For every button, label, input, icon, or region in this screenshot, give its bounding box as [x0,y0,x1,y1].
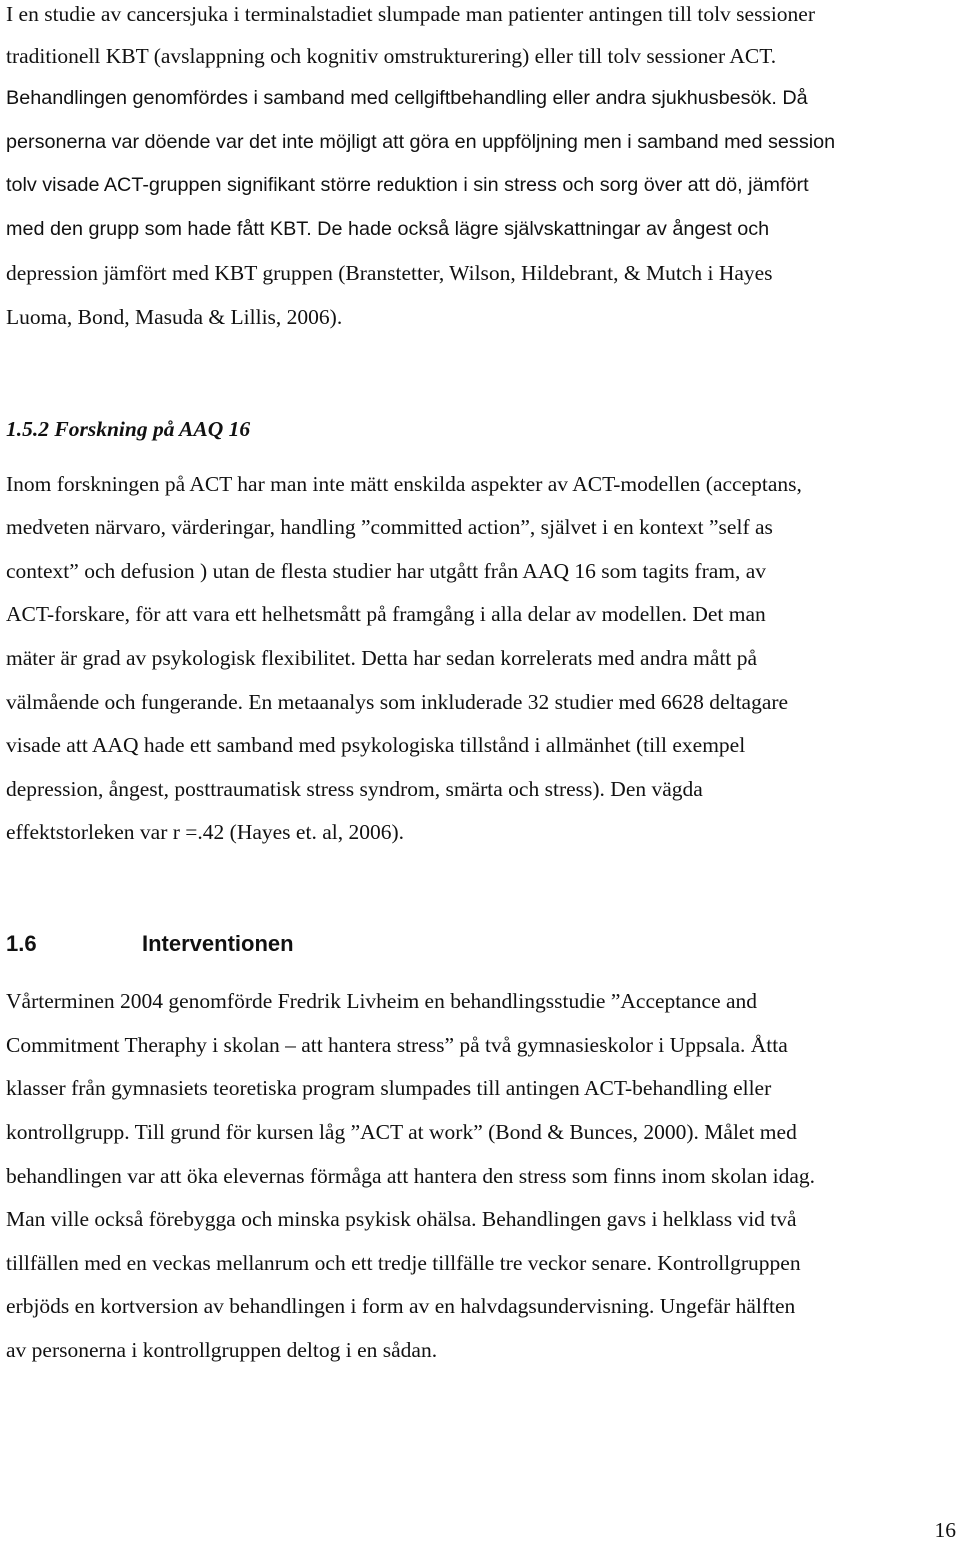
paragraph-line: välmående och fungerande. En metaanalys som inkluderade 32 studier med 6628 deltagare [6,690,789,714]
paragraph-line: av personerna i kontrollgruppen deltog i en sådan. [6,1338,438,1362]
paragraph-line: tolv visade ACT-gruppen signifikant större reduktion i sin stress och sorg över att dö, jämfört [6,174,809,196]
paragraph-line: traditionell KBT (avslappning och kognitiv omstrukturering) eller till tolv sessioner ACT. [6,44,777,68]
paragraph-line: ACT-forskare, för att vara ett helhetsmått på framgång i alla delar av modellen. Det man [6,602,766,626]
paragraph-line: mäter är grad av psykologisk flexibilitet. Detta har sedan korrelerats med andra mått på [6,646,758,670]
paragraph-line: Commitment Theraphy i skolan – att hantera stress” på två gymnasieskolor i Uppsala. Åtta [6,1033,788,1057]
paragraph-line: Luoma, Bond, Masuda & Lillis, 2006). [6,305,343,329]
paragraph-line: depression jämfört med KBT gruppen (Branstetter, Wilson, Hildebrant, & Mutch i Hayes [6,261,773,285]
section-heading [6,929,294,959]
paragraph-line: medveten närvaro, värderingar, handling ”committed action”, självet i en kontext ”self as [6,515,773,539]
paragraph-line: kontrollgrupp. Till grund för kursen låg ”ACT at work” (Bond & Bunces, 2000). Målet med [6,1120,797,1144]
section-title: Interventionen [142,931,294,956]
paragraph-line: context” och defusion ) utan de flesta studier har utgått från AAQ 16 som tagits fram, av [6,559,767,583]
paragraph-line: Inom forskningen på ACT har man inte mätt enskilda aspekter av ACT-modellen (acceptans, [6,472,802,496]
paragraph-line: personerna var döende var det inte möjligt att göra en uppföljning men i samband med session [6,131,836,153]
paragraph-line: I en studie av cancersjuka i terminalstadiet slumpade man patienter antingen till tolv sessioner [6,2,815,26]
paragraph-line: erbjöds en kortversion av behandlingen i form av en halvdagsundervisning. Ungefär hälften [6,1294,796,1318]
paragraph-line: Behandlingen genomfördes i samband med cellgiftbehandling eller andra sjukhusbesök. Då [6,87,808,109]
subsection-heading: 1.5.2 Forskning på AAQ 16 [6,417,251,441]
page-number: 16 [934,1518,956,1542]
paragraph-line: depression, ångest, posttraumatisk stress syndrom, smärta och stress). Den vägda [6,777,703,801]
paragraph-line: klasser från gymnasiets teoretiska program slumpades till antingen ACT-behandling eller [6,1076,772,1100]
paragraph-line: Man ville också förebygga och minska psykisk ohälsa. Behandlingen gavs i helklass vid två [6,1207,797,1231]
paragraph-line: behandlingen var att öka elevernas förmåga att hantera den stress som finns inom skolan idag. [6,1164,815,1188]
paragraph-line: tillfällen med en veckas mellanrum och ett tredje tillfälle tre veckor senare. Kontrollgruppen [6,1251,801,1275]
paragraph-line: med den grupp som hade fått KBT. De hade också lägre självskattningar av ångest och [6,218,770,240]
paragraph-line: visade att AAQ hade ett samband med psykologiska tillstånd i allmänhet (till exempel [6,733,746,757]
paragraph-line: Vårterminen 2004 genomförde Fredrik Livheim en behandlingsstudie ”Acceptance and [6,989,758,1013]
paragraph-line: effektstorleken var r =.42 (Hayes et. al, 2006). [6,820,404,844]
section-number: 1.6 [6,931,37,956]
